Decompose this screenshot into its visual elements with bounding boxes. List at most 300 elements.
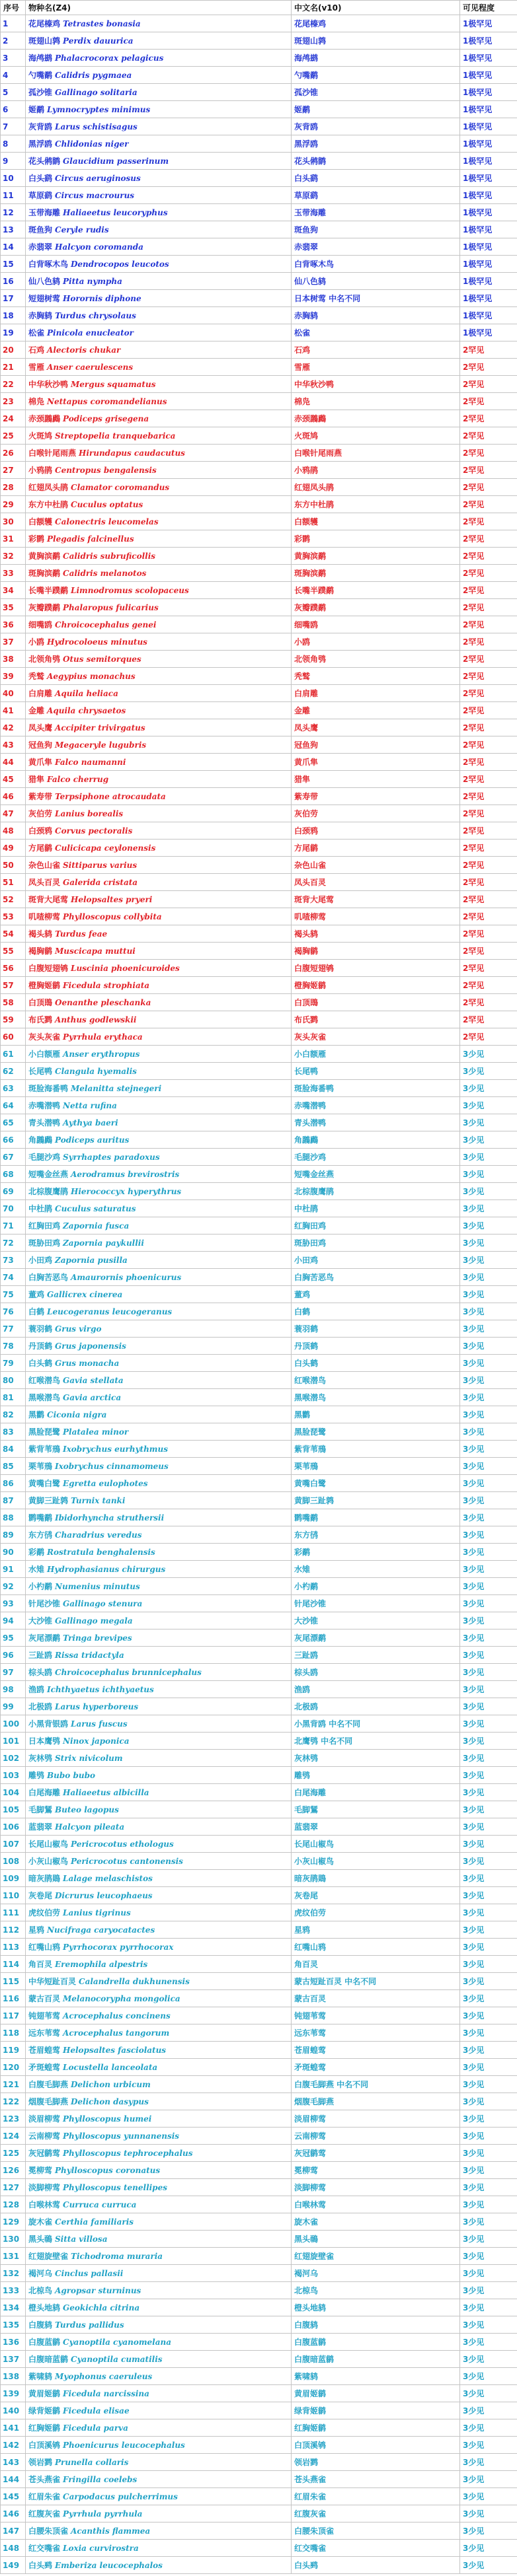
table-row	[1, 2196, 517, 2213]
chinese-name-v10: 白腹毛脚燕 中名不同	[292, 2076, 460, 2093]
visibility-level: 3少见	[460, 1080, 517, 1097]
chinese-name-v10: 灰瓣蹼鹬	[292, 599, 460, 616]
table-row	[1, 101, 517, 118]
row-number: 94	[1, 1612, 26, 1629]
visibility-level: 1极罕见	[460, 238, 517, 256]
visibility-level: 2罕见	[460, 908, 517, 925]
row-number: 82	[1, 1406, 26, 1423]
chinese-name-v10: 东方鸻	[292, 1526, 460, 1544]
table-row	[1, 1767, 517, 1784]
species-latin-name: Melanitta stejnegeri	[71, 1084, 162, 1093]
species-name-cell	[26, 908, 292, 925]
table-row	[1, 1303, 517, 1320]
table-row	[1, 1338, 517, 1355]
row-number: 92	[1, 1578, 26, 1595]
visibility-level: 3少见	[460, 2265, 517, 2282]
table-row	[1, 2368, 517, 2385]
visibility-level: 3少见	[460, 1629, 517, 1647]
species-name-cell	[26, 1509, 292, 1526]
species-latin-name: Amaurornis phoenicurus	[71, 1273, 182, 1282]
table-row	[1, 1629, 517, 1647]
species-latin-name: Limnodromus scolopaceus	[71, 586, 189, 595]
species-name-cell	[26, 2419, 292, 2437]
table-row	[1, 2334, 517, 2351]
species-name-cell	[26, 2042, 292, 2059]
table-row	[1, 496, 517, 513]
row-number: 140	[1, 2402, 26, 2419]
row-number: 12	[1, 204, 26, 221]
species-chinese-name: 紫寿带	[28, 792, 53, 801]
species-name-cell	[26, 118, 292, 135]
chinese-name-v10: 褐头鸫	[292, 925, 460, 943]
row-number: 4	[1, 67, 26, 84]
species-name-cell	[26, 1921, 292, 1939]
table-row	[1, 2282, 517, 2299]
table-row	[1, 977, 517, 994]
table-row	[1, 1544, 517, 1561]
chinese-name-v10: 红翅旋壁雀	[292, 2248, 460, 2265]
table-row	[1, 1818, 517, 1836]
row-number: 117	[1, 2007, 26, 2024]
species-name-cell	[26, 1904, 292, 1921]
species-name-cell	[26, 307, 292, 324]
species-name-cell	[26, 719, 292, 736]
species-latin-name: Locustella lanceolata	[63, 2063, 158, 2072]
chinese-name-v10: 海鸬鹚	[292, 50, 460, 67]
chinese-name-v10: 角百灵	[292, 1956, 460, 1973]
chinese-name-v10: 雕鸮	[292, 1767, 460, 1784]
species-latin-name: Pericrocotus ethologus	[71, 1840, 174, 1849]
chinese-name-v10: 小杓鹬	[292, 1578, 460, 1595]
visibility-level: 3少见	[460, 1801, 517, 1818]
row-number: 56	[1, 960, 26, 977]
species-latin-name: Larus schistisagus	[55, 122, 138, 131]
species-name-cell	[26, 2557, 292, 2574]
species-chinese-name: 小田鸡	[28, 1256, 53, 1265]
chinese-name-v10: 蓑羽鹤	[292, 1320, 460, 1338]
table-row	[1, 359, 517, 376]
row-number: 64	[1, 1097, 26, 1114]
chinese-name-v10: 灰背鸥	[292, 118, 460, 135]
row-number: 136	[1, 2334, 26, 2351]
species-name-cell	[26, 135, 292, 153]
chinese-name-v10: 暗灰鹃鵙	[292, 1870, 460, 1887]
species-chinese-name: 灰卷尾	[28, 1891, 53, 1900]
species-name-cell	[26, 1578, 292, 1595]
species-name-cell	[26, 2110, 292, 2128]
visibility-level: 2罕见	[460, 410, 517, 427]
species-chinese-name: 红交嘴雀	[28, 2544, 61, 2553]
species-name-cell	[26, 2265, 292, 2282]
chinese-name-v10: 冠鱼狗	[292, 736, 460, 754]
table-row	[1, 1441, 517, 1458]
visibility-level: 1极罕见	[460, 324, 517, 341]
table-row	[1, 1131, 517, 1149]
species-chinese-name: 中杜鹃	[28, 1204, 53, 1213]
visibility-level: 3少见	[460, 1234, 517, 1252]
species-name-cell	[26, 1750, 292, 1767]
species-name-cell	[26, 1733, 292, 1750]
row-number: 29	[1, 496, 26, 513]
chinese-name-v10: 白腹蓝鹟	[292, 2334, 460, 2351]
visibility-level: 3少见	[460, 1166, 517, 1183]
species-name-cell	[26, 462, 292, 479]
species-chinese-name: 日本鹰鸮	[28, 1736, 61, 1746]
table-row	[1, 2179, 517, 2196]
visibility-level: 1极罕见	[460, 84, 517, 101]
species-chinese-name: 白腹毛脚燕	[28, 2080, 69, 2089]
chinese-name-v10: 小田鸡	[292, 1252, 460, 1269]
visibility-level: 3少见	[460, 2024, 517, 2042]
species-latin-name: Geokichla citrina	[63, 2303, 140, 2312]
species-latin-name: Calandrella dukhunensis	[79, 1977, 190, 1986]
chinese-name-v10: 姬鹬	[292, 101, 460, 118]
table-row	[1, 1492, 517, 1509]
table-row	[1, 874, 517, 891]
visibility-level: 3少见	[460, 1973, 517, 1990]
species-name-cell	[26, 994, 292, 1011]
species-latin-name: Anthus godlewskii	[55, 1015, 137, 1024]
row-number: 124	[1, 2128, 26, 2145]
visibility-level: 3少见	[460, 1423, 517, 1441]
chinese-name-v10: 青头潜鸭	[292, 1114, 460, 1131]
species-chinese-name: 棉凫	[28, 397, 45, 406]
visibility-level: 3少见	[460, 2419, 517, 2437]
table-row	[1, 221, 517, 238]
visibility-level: 3少见	[460, 1046, 517, 1063]
header-cn-name[interactable]: 中文名(v10)	[292, 1, 460, 15]
species-chinese-name: 灰伯劳	[28, 809, 53, 818]
visibility-level: 3少见	[460, 1939, 517, 1956]
table-row	[1, 1372, 517, 1389]
species-name-cell	[26, 771, 292, 788]
species-chinese-name: 白头鹀	[28, 2561, 53, 2570]
species-chinese-name: 红翅凤头鹃	[28, 483, 69, 492]
chinese-name-v10: 毛脚鵟	[292, 1801, 460, 1818]
row-number: 122	[1, 2093, 26, 2110]
chinese-name-v10: 凤头百灵	[292, 874, 460, 891]
species-latin-name: Cyanoptila cyanomelana	[63, 2338, 171, 2347]
species-chinese-name: 针尾沙锥	[28, 1599, 61, 1608]
visibility-level: 3少见	[460, 1458, 517, 1475]
visibility-level: 2罕见	[460, 496, 517, 513]
table-row	[1, 2316, 517, 2334]
species-latin-name: Cyanoptila cumatilis	[71, 2355, 163, 2364]
species-chinese-name: 灰背鸥	[28, 122, 53, 131]
row-number: 148	[1, 2540, 26, 2557]
table-body	[1, 15, 517, 2574]
chinese-name-v10: 凤头鹰	[292, 719, 460, 736]
chinese-name-v10: 黑喉潜鸟	[292, 1389, 460, 1406]
table-row	[1, 1149, 517, 1166]
chinese-name-v10: 小灰山椒鸟	[292, 1853, 460, 1870]
table-row	[1, 256, 517, 273]
row-number: 18	[1, 307, 26, 324]
species-name-cell	[26, 1853, 292, 1870]
species-latin-name: Gallicrex cinerea	[47, 1290, 123, 1299]
header-visibility[interactable]: 可见程度	[460, 1, 517, 15]
chinese-name-v10: 白腹暗蓝鹟	[292, 2351, 460, 2368]
table-row	[1, 290, 517, 307]
species-chinese-name: 姬鹬	[28, 105, 45, 114]
chinese-name-v10: 灰冠鹟莺	[292, 2145, 460, 2162]
table-row	[1, 1286, 517, 1303]
row-number: 41	[1, 702, 26, 719]
visibility-level: 3少见	[460, 2334, 517, 2351]
chinese-name-v10: 丹顶鹤	[292, 1338, 460, 1355]
visibility-level: 2罕见	[460, 462, 517, 479]
species-chinese-name: 凤头鹰	[28, 723, 53, 733]
species-chinese-name: 星鸦	[28, 1925, 45, 1935]
table-row	[1, 324, 517, 341]
species-name-cell	[26, 359, 292, 376]
species-name-cell	[26, 1664, 292, 1681]
visibility-level: 3少见	[460, 1698, 517, 1715]
table-row	[1, 32, 517, 50]
species-name-cell	[26, 2299, 292, 2316]
species-name-cell	[26, 754, 292, 771]
species-chinese-name: 旋木雀	[28, 2217, 53, 2227]
chinese-name-v10: 红胸姬鹟	[292, 2419, 460, 2437]
visibility-level: 3少见	[460, 1509, 517, 1526]
species-name-cell	[26, 1183, 292, 1200]
species-chinese-name: 小白额雁	[28, 1050, 61, 1059]
species-chinese-name: 白顶溪鸲	[28, 2441, 61, 2450]
table-row	[1, 633, 517, 651]
species-name-cell	[26, 2282, 292, 2299]
table-row	[1, 135, 517, 153]
visibility-level: 3少见	[460, 2437, 517, 2454]
visibility-level: 1极罕见	[460, 187, 517, 204]
table-row	[1, 1887, 517, 1904]
species-name-cell	[26, 1217, 292, 1234]
row-number: 110	[1, 1887, 26, 1904]
species-latin-name: Pyrrhula erythaca	[63, 1032, 143, 1042]
species-latin-name: Hydrocoloeus minutus	[47, 637, 147, 647]
species-name-cell	[26, 1836, 292, 1853]
species-latin-name: Anser erythropus	[63, 1050, 140, 1059]
visibility-level: 2罕见	[460, 685, 517, 702]
species-chinese-name: 丹顶鹤	[28, 1342, 53, 1351]
chinese-name-v10: 红眉朱雀	[292, 2488, 460, 2505]
species-chinese-name: 松雀	[28, 328, 45, 338]
species-chinese-name: 水雉	[28, 1565, 45, 1574]
chinese-name-v10: 赤胸鸫	[292, 307, 460, 324]
species-latin-name: Phylloscopus coronatus	[55, 2166, 161, 2175]
visibility-level: 3少见	[460, 1097, 517, 1114]
chinese-name-v10: 白颈鸦	[292, 822, 460, 840]
species-chinese-name: 白喉林莺	[28, 2200, 61, 2209]
species-name-cell	[26, 1458, 292, 1475]
row-number: 116	[1, 1990, 26, 2007]
species-name-cell	[26, 2351, 292, 2368]
chinese-name-v10: 中华秋沙鸭	[292, 376, 460, 393]
species-chinese-name: 白颈鸦	[28, 826, 53, 836]
species-latin-name: Chlidonias niger	[55, 139, 129, 149]
row-number: 26	[1, 445, 26, 462]
visibility-level: 1极罕见	[460, 221, 517, 238]
table-row	[1, 1269, 517, 1286]
species-chinese-name: 白尾海雕	[28, 1788, 61, 1797]
header-species[interactable]: 物种名(Z4)	[26, 1, 292, 15]
table-row	[1, 187, 517, 204]
chinese-name-v10: 孤沙锥	[292, 84, 460, 101]
species-name-cell	[26, 2076, 292, 2093]
species-chinese-name: 斑鱼狗	[28, 225, 53, 234]
table-row	[1, 1475, 517, 1492]
row-number: 133	[1, 2282, 26, 2299]
species-latin-name: Larus hyperboreus	[55, 1702, 139, 1711]
row-number: 73	[1, 1252, 26, 1269]
chinese-name-v10: 仙八色鸫	[292, 273, 460, 290]
row-number: 65	[1, 1114, 26, 1131]
species-latin-name: Buteo lagopus	[55, 1805, 119, 1814]
visibility-level: 2罕见	[460, 359, 517, 376]
row-number: 31	[1, 530, 26, 548]
species-name-cell	[26, 1870, 292, 1887]
row-number: 51	[1, 874, 26, 891]
species-chinese-name: 矛斑蝗莺	[28, 2063, 61, 2072]
chinese-name-v10: 彩鹬	[292, 1544, 460, 1561]
species-name-cell	[26, 221, 292, 238]
row-number: 105	[1, 1801, 26, 1818]
visibility-level: 2罕见	[460, 805, 517, 822]
species-latin-name: Acrocephalus concinens	[63, 2011, 171, 2021]
species-latin-name: Turdus chrysolaus	[55, 311, 136, 320]
visibility-level: 1极罕见	[460, 153, 517, 170]
table-row	[1, 2437, 517, 2454]
species-latin-name: Acanthis flammea	[71, 2526, 151, 2536]
table-row	[1, 2145, 517, 2162]
species-name-cell	[26, 410, 292, 427]
visibility-level: 3少见	[460, 1286, 517, 1303]
row-number: 7	[1, 118, 26, 135]
visibility-level: 2罕见	[460, 788, 517, 805]
visibility-level: 3少见	[460, 1269, 517, 1286]
visibility-level: 3少见	[460, 2368, 517, 2385]
table-row	[1, 84, 517, 101]
row-number: 54	[1, 925, 26, 943]
chinese-name-v10: 石鸡	[292, 341, 460, 359]
visibility-level: 3少见	[460, 1664, 517, 1681]
table-row	[1, 1973, 517, 1990]
chinese-name-v10: 虎纹伯劳	[292, 1904, 460, 1921]
species-latin-name: Lanius borealis	[55, 809, 124, 818]
table-row	[1, 1355, 517, 1372]
visibility-level: 2罕见	[460, 719, 517, 736]
species-name-cell	[26, 805, 292, 822]
visibility-level: 3少见	[460, 2351, 517, 2368]
row-number: 137	[1, 2351, 26, 2368]
table-row	[1, 427, 517, 445]
row-number: 109	[1, 1870, 26, 1887]
table-row	[1, 1097, 517, 1114]
species-latin-name: Mergus squamatus	[71, 380, 156, 389]
chinese-name-v10: 白腹短翅鸲	[292, 960, 460, 977]
species-latin-name: Ixobrychus eurhythmus	[63, 1445, 168, 1454]
species-chinese-name: 孤沙锥	[28, 88, 53, 97]
chinese-name-v10: 雪雁	[292, 359, 460, 376]
visibility-level: 3少见	[460, 1355, 517, 1372]
species-chinese-name: 小鸥	[28, 637, 45, 647]
table-row	[1, 2488, 517, 2505]
visibility-level: 2罕见	[460, 548, 517, 565]
visibility-level: 2罕见	[460, 376, 517, 393]
table-row	[1, 2042, 517, 2059]
species-latin-name: Curruca curruca	[63, 2200, 137, 2209]
species-latin-name: Zapornia pusilla	[55, 1256, 128, 1265]
row-number: 131	[1, 2248, 26, 2265]
species-latin-name: Charadrius veredus	[55, 1530, 142, 1540]
species-name-cell	[26, 651, 292, 668]
visibility-level: 3少见	[460, 1406, 517, 1423]
chinese-name-v10: 红胸田鸡	[292, 1217, 460, 1234]
species-chinese-name: 远东苇莺	[28, 2028, 61, 2038]
table-row	[1, 2351, 517, 2368]
chinese-name-v10: 斑鱼狗	[292, 221, 460, 238]
visibility-level: 3少见	[460, 2179, 517, 2196]
species-latin-name: Halcyon coromanda	[55, 242, 143, 252]
species-name-cell	[26, 1423, 292, 1441]
species-chinese-name: 长尾山椒鸟	[28, 1840, 69, 1849]
visibility-level: 2罕见	[460, 530, 517, 548]
table-row	[1, 2557, 517, 2574]
species-latin-name: Tichodroma muraria	[71, 2252, 163, 2261]
species-chinese-name: 黑脸琵鹭	[28, 1427, 61, 1437]
visibility-level: 3少见	[460, 1320, 517, 1338]
row-number: 102	[1, 1750, 26, 1767]
species-latin-name: Ficedula narcissina	[63, 2389, 149, 2398]
species-chinese-name: 勺嘴鹬	[28, 71, 53, 80]
species-latin-name: Numenius minutus	[55, 1582, 140, 1591]
row-number: 67	[1, 1149, 26, 1166]
table-row	[1, 1904, 517, 1921]
visibility-level: 2罕见	[460, 822, 517, 840]
chinese-name-v10: 黄嘴白鹭	[292, 1475, 460, 1492]
row-number: 50	[1, 857, 26, 874]
species-name-cell	[26, 548, 292, 565]
row-number: 69	[1, 1183, 26, 1200]
species-chinese-name: 叽喳柳莺	[28, 912, 61, 921]
species-latin-name: Platalea minor	[63, 1427, 129, 1437]
row-number: 138	[1, 2368, 26, 2385]
species-name-cell	[26, 1080, 292, 1097]
chinese-name-v10: 花尾榛鸡	[292, 15, 460, 32]
visibility-level: 3少见	[460, 2128, 517, 2145]
species-chinese-name: 橙胸姬鹟	[28, 981, 61, 990]
table-row	[1, 2540, 517, 2557]
visibility-level: 3少见	[460, 1990, 517, 2007]
species-chinese-name: 蓝翡翠	[28, 1822, 53, 1832]
chinese-name-v10: 褐胸鹟	[292, 943, 460, 960]
species-latin-name: Cuculus saturatus	[55, 1204, 136, 1213]
table-row	[1, 393, 517, 410]
species-latin-name: Circus aeruginosus	[55, 174, 141, 183]
chinese-name-v10: 黄爪隼	[292, 754, 460, 771]
visibility-level: 3少见	[460, 1492, 517, 1509]
table-row	[1, 2007, 517, 2024]
chinese-name-v10: 小黑背鸥 中名不同	[292, 1715, 460, 1733]
row-number: 3	[1, 50, 26, 67]
header-no[interactable]: 序号	[1, 1, 26, 15]
chinese-name-v10: 中杜鹃	[292, 1200, 460, 1217]
species-chinese-name: 北领角鸮	[28, 655, 61, 664]
species-latin-name: Lalage melaschistos	[63, 1874, 153, 1883]
table-row	[1, 2471, 517, 2488]
species-latin-name: Galerida cristata	[63, 878, 138, 887]
species-chinese-name: 白腹蓝鹟	[28, 2338, 61, 2347]
table-row	[1, 2402, 517, 2419]
